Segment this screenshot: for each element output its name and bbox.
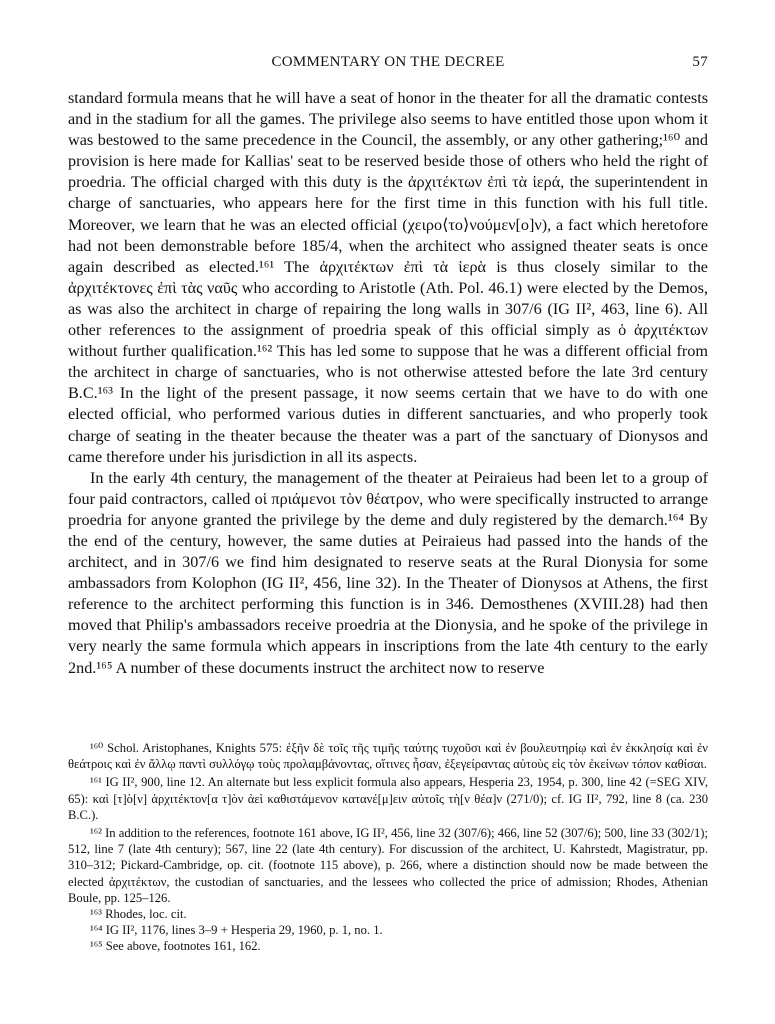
footnote-165: ¹⁶⁵ See above, footnotes 161, 162. bbox=[90, 939, 261, 954]
footnote-161: ¹⁶¹ IG II², 900, line 12. An alternate but less explicit formula also appears, Hesperia 23, 1954, p. 300, line 42 (=SEG XIV, 65): καὶ [τ]ὸ[ν] ἀρχιτέκτον[α τ]ὸν ἀεὶ καθιστάμενον κατανέ[μ]ειν αὐτοῖς τὴ[ν θέα]ν (271/0); cf. IG II², 792, line 8 (ca. 230 B.C.). bbox=[68, 775, 708, 822]
paragraph-1: standard formula means that he will have a seat of honor in the theater for all the dramatic contests and in the stadium for all the games. The privilege also seems to have entitled those upon whom it was bestowed to the same precedence in the Council, the assembly, or any other gathering;¹⁶⁰ and provision is here made for Kallias' seat to be reserved beside those of others who held the right of proedria. The official charged with this duty is the ἀρχιτέκτων ἐπὶ τὰ ἱερά, the superintendent in charge of sanctuaries, who appears here for the first time in this function with his full title. Moreover, we learn that he was an elected official (χειρο⟨το⟩νούμεν[ο]ν), a fact which heretofore had not been demonstrable before 185/4, when the architect who assigned theater seats is once again described as elected.¹⁶¹ The ἀρχιτέκτων ἐπὶ τὰ ἱερὰ is thus closely similar to the ἀρχιτέκτονες ἐπὶ τὰς ναῦς who according to Aristotle (Ath. Pol. 46.1) were elected by the Demos, as was also the architect in charge of repairing the long walls in 307/6 (IG II², 463, line 6). All other references to the assignment of proedria speak of this official simply as ὁ ἀρχιτέκτων without further qualification.¹⁶² This has led some to suppose that he was a different official from the architect in charge of sanctuaries, who is not otherwise attested before the late 3rd century B.C.¹⁶³ In the light of the present passage, it now seems certain that we have to do with one elected official, who performed various duties in different sanctuaries, and who properly took charge of seating in the theater because the theater was a part of the sanctuary of Dionysos and came therefore under his jurisdiction in all its aspects. bbox=[68, 89, 708, 466]
paragraph-2: In the early 4th century, the management of the theater at Peiraieus had been let to a group of four paid contractors, called οἱ πριάμενοι τὸν θέατρον, who were specifically instructed to arrange proedria for anyone granted the privilege by the deme and duly registered by the demarch.¹⁶⁴ By the end of the century, however, the same duties at Peiraieus had passed into the hands of the architect, and in 307/6 we find him designated to reserve seats at the Rural Dionysia for some ambassadors from Kolophon (IG II², 456, line 32). In the Theater of Dionysos at Athens, the first reference to the architect performing this function is in 346. Demosthenes (XVIII.28) had then moved that Philip's ambassadors receive proedria at the Dionysia, and he spoke of the privilege in very nearly the same formula which appears in inscriptions from the late 4th century to the early 2nd.¹⁶⁵ A number of these documents instruct the architect now to reserve bbox=[68, 468, 708, 677]
footnote-160: ¹⁶⁰ Schol. Aristophanes, Knights 575: ἐξῆν δὲ τοῖς τῆς τιμῆς ταύτης τυχοῦσι καὶ ἐν βουλευτηρίῳ καὶ ἐν ἐκκλησίᾳ καὶ ἐν θεάτροις καὶ ἐν ἄλλῳ παντὶ συλλόγῳ τοὺς προλαμβάνοντας, οἵτινες ἦσαν, ἐξεγείραντας αὐτοὺς εἰς τὸν ἐκείνων τόπον καθίσαι. bbox=[68, 741, 708, 772]
page-number: 57 bbox=[692, 54, 708, 70]
running-header bbox=[68, 54, 708, 76]
footnote-163: ¹⁶³ Rhodes, loc. cit. bbox=[90, 907, 187, 922]
footnote-162: ¹⁶² In addition to the references, footnote 161 above, IG II², 456, line 32 (307/6); 466, line 52 (307/6); 500, line 33 (302/1); 512, line 7 (late 4th century); 567, line 22 (late 4th century). For discussion of the architect, U. Kahrstedt, Magistratur, pp. 310–312; Pickard-Cambridge, op. cit. (footnote 115 above), p. 266, where a distinction should now be made between the elected ἀρχιτέκτων, the custodian of sanctuaries, and the lessees who collected the price of admission; Rhodes, Athenian Boule, pp. 125–126. bbox=[68, 826, 708, 905]
running-title: COMMENTARY ON THE DECREE bbox=[271, 54, 505, 70]
footnotes bbox=[68, 740, 708, 955]
footnote-164: ¹⁶⁴ IG II², 1176, lines 3–9 + Hesperia 29, 1960, p. 1, no. 1. bbox=[90, 923, 383, 938]
body-text bbox=[68, 88, 708, 679]
